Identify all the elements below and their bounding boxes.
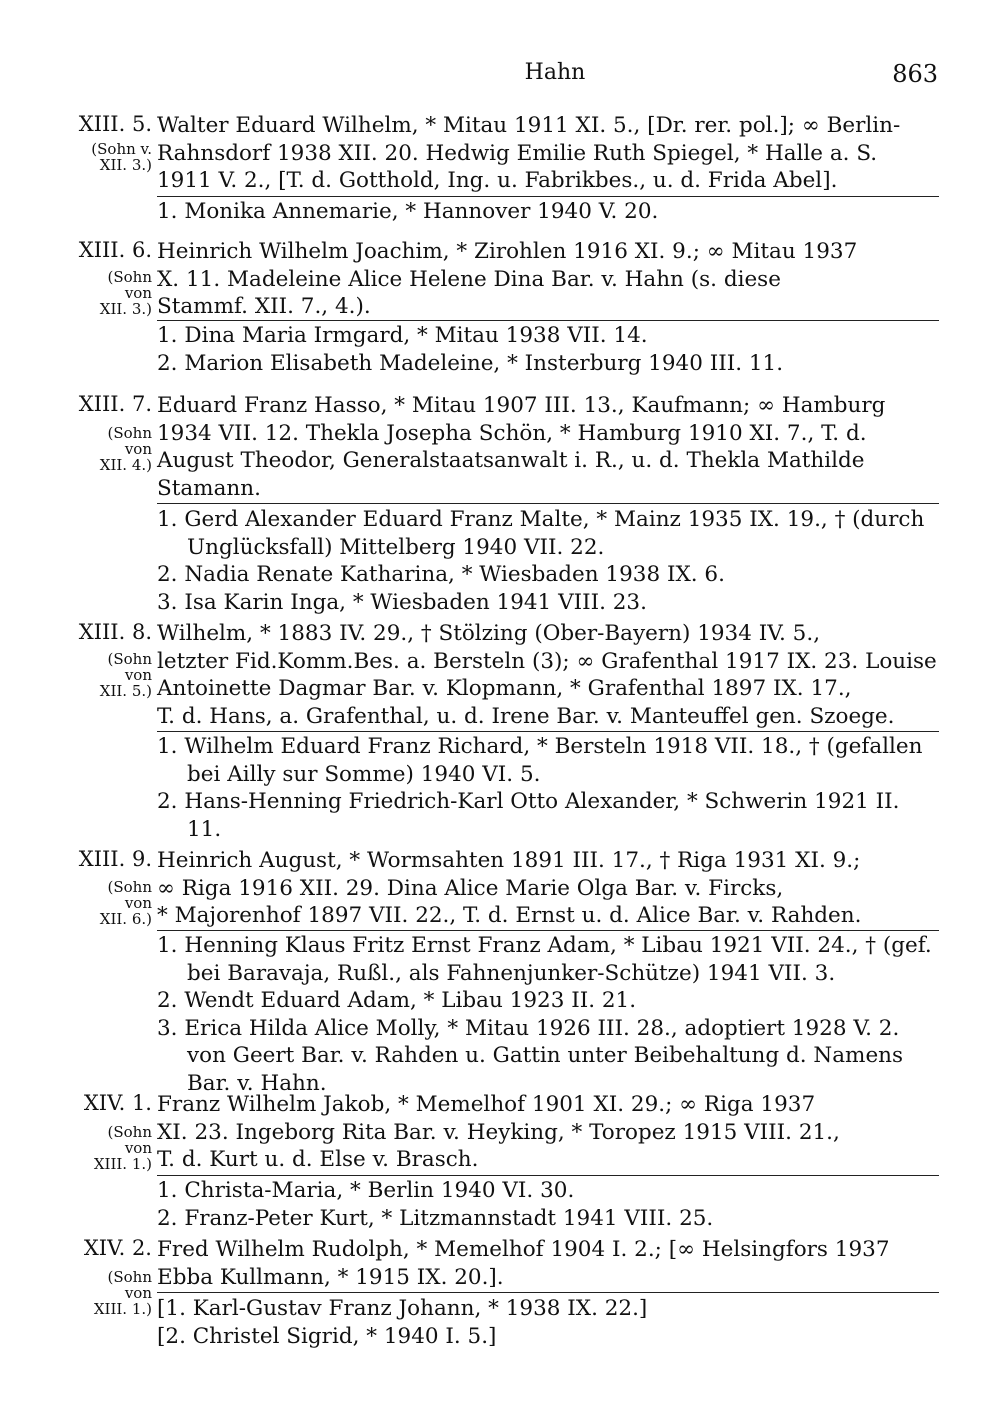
separator-rule xyxy=(157,1292,939,1293)
child-item: 2. Hans-Henning Friedrich-Karl Otto Alexander, * Schwerin 1921 II. 11. xyxy=(157,789,900,842)
separator-rule xyxy=(157,1175,939,1176)
entry-text: Walter Eduard Wilhelm, * Mitau 1911 XI. 5., [Dr. rer. pol.]; ∞ Berlin- Rahnsdorf 1938 XII. 20. Hedwig Emilie Ruth Spiegel, * Halle a. S. 1911 V. 2., [T. d. Gotthold, Ing. u. Fabrikbes., u. d. Frida Abel]. xyxy=(157,113,901,193)
parent-reference: (Sohn von XII. 4.) xyxy=(99,424,152,474)
entry-number: XIII. 8. xyxy=(78,620,152,644)
separator-rule xyxy=(157,930,939,931)
page-number: 863 xyxy=(892,60,938,88)
child-item: 1. Gerd Alexander Eduard Franz Malte, * Mainz 1935 IX. 19., † (durch Unglücksfall) Mittelberg 1940 VII. 22. xyxy=(157,507,925,560)
page-header xyxy=(0,60,1000,90)
child-item: 2. Franz-Peter Kurt, * Litzmannstadt 1941 VIII. 25. xyxy=(157,1205,714,1231)
child-item: [1. Karl-Gustav Franz Johann, * 1938 IX. 22.] xyxy=(157,1296,648,1321)
children-list xyxy=(157,932,939,1097)
separator-rule xyxy=(157,320,939,321)
children-list xyxy=(157,1177,939,1232)
child-item: 1. Wilhelm Eduard Franz Richard, * Bersteln 1918 VII. 18., † (gefallen bei Ailly sur Somme) 1940 VI. 5. xyxy=(157,734,923,787)
parent-reference: (Sohn von XIII. 1.) xyxy=(93,1268,152,1318)
running-title: Hahn xyxy=(524,60,586,85)
entry-number: XIII. 6. xyxy=(78,238,152,262)
children-list xyxy=(157,506,939,616)
entry-text: Wilhelm, * 1883 IV. 29., † Stölzing (Ober-Bayern) 1934 IV. 5., letzter Fid.Komm.Bes. a. Bersteln (3); ∞ Grafenthal 1917 IX. 23. Louise Antoinette Dagmar Bar. v. Klopmann, * Grafenthal 1897 IX. 17., T. d. Hans, a. Grafenthal, u. d. Irene Bar. v. Manteuffel gen. Szoege. xyxy=(157,621,937,729)
child-item: 1. Dina Maria Irmgard, * Mitau 1938 VII. 14. xyxy=(157,323,648,348)
entry-number: XIV. 2. xyxy=(83,1236,152,1260)
child-item: 1. Christa-Maria, * Berlin 1940 VI. 30. xyxy=(157,1178,575,1203)
entry-text: Heinrich August, * Wormsahten 1891 III. 17., † Riga 1931 XI. 9.; ∞ Riga 1916 XII. 29. Dina Alice Marie Olga Bar. v. Fircks, * Majorenhof 1897 VII. 22., T. d. Ernst u. d. Alice Bar. v. Rahden. xyxy=(157,848,862,928)
child-item: 2. Wendt Eduard Adam, * Libau 1923 II. 21. xyxy=(157,988,637,1013)
children-list xyxy=(157,1295,939,1350)
entry-number: XIII. 7. xyxy=(78,392,152,416)
parent-reference: (Sohn von XII. 3.) xyxy=(99,268,152,318)
entry-text: Eduard Franz Hasso, * Mitau 1907 III. 13., Kaufmann; ∞ Hamburg 1934 VII. 12. Thekla Josepha Schön, * Hamburg 1910 XI. 7., T. d. August Theodor, Generalstaatsanwalt i. R., u. d. Thekla Mathilde Stamann. xyxy=(157,393,886,501)
child-item: 2. Marion Elisabeth Madeleine, * Insterburg 1940 III. 11. xyxy=(157,350,784,376)
parent-reference: (Sohn von XII. 5.) xyxy=(99,650,152,700)
children-list xyxy=(157,733,939,843)
child-item: [2. Christel Sigrid, * 1940 I. 5.] xyxy=(157,1323,497,1349)
entry-number: XIII. 9. xyxy=(78,847,152,871)
children-list xyxy=(157,322,939,377)
entry-text: Fred Wilhelm Rudolph, * Memelhof 1904 I. 2.; [∞ Helsingfors 1937 Ebba Kullmann, * 1915 IX. 20.]. xyxy=(157,1237,890,1290)
child-item: 1. Henning Klaus Fritz Ernst Franz Adam, * Libau 1921 VII. 24., † (gef. bei Baravaja, Rußl., als Fahnenjunker-Schütze) 1941 VII. 3. xyxy=(157,933,932,986)
entry-text: Franz Wilhelm Jakob, * Memelhof 1901 XI. 29.; ∞ Riga 1937 XI. 23. Ingeborg Rita Bar. v. Heyking, * Toropez 1915 VIII. 21., T. d. Kurt u. d. Else v. Brasch. xyxy=(157,1092,840,1172)
child-item: 1. Monika Annemarie, * Hannover 1940 V. 20. xyxy=(157,199,659,224)
child-item: 2. Nadia Renate Katharina, * Wiesbaden 1938 IX. 6. xyxy=(157,562,725,587)
parent-reference: (Sohn v. XII. 3.) xyxy=(91,140,152,174)
entry-text: Heinrich Wilhelm Joachim, * Zirohlen 1916 XI. 9.; ∞ Mitau 1937 X. 11. Madeleine Alice Helene Dina Bar. v. Hahn (s. diese Stammf. XII. 7., 4.). xyxy=(157,239,858,319)
child-item: 3. Erica Hilda Alice Molly, * Mitau 1926 III. 28., adoptiert 1928 V. 2. von Geert Bar. v. Rahden u. Gattin unter Beibehaltung d. Namens Bar. v. Hahn. xyxy=(157,1015,904,1096)
entry-number: XIII. 5. xyxy=(78,112,152,136)
separator-rule xyxy=(157,196,939,197)
separator-rule xyxy=(157,731,939,732)
parent-reference: (Sohn von XIII. 1.) xyxy=(93,1123,152,1173)
child-item: 3. Isa Karin Inga, * Wiesbaden 1941 VIII. 23. xyxy=(157,589,647,615)
parent-reference: (Sohn von XII. 6.) xyxy=(99,878,152,928)
entry-number: XIV. 1. xyxy=(83,1091,152,1115)
children-list xyxy=(157,198,939,226)
separator-rule xyxy=(157,503,939,504)
